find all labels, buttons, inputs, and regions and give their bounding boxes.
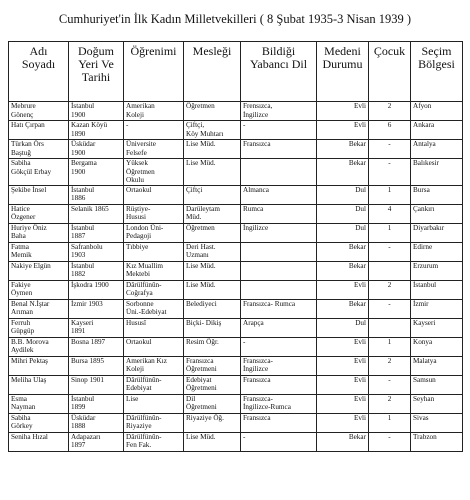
cell-birthplace-date: İstanbul 1900 — [69, 102, 124, 121]
cell-profession: Darüleytam Müd. — [184, 204, 241, 223]
cell-education: Ortaokul — [124, 185, 184, 204]
cell-election-district: Konya — [411, 337, 463, 356]
cell-children: 2 — [369, 102, 411, 121]
cell-election-district: Samsun — [411, 375, 463, 394]
cell-marital-status: Evli — [317, 102, 369, 121]
cell-marital-status: Evli — [317, 356, 369, 375]
cell-profession: Öğretmen — [184, 102, 241, 121]
cell-marital-status: Bekar — [317, 432, 369, 451]
cell-election-district: Kayseri — [411, 318, 463, 337]
cell-marital-status: Bekar — [317, 299, 369, 318]
cell-marital-status: Evli — [317, 375, 369, 394]
header-children: Çocuk — [369, 42, 411, 102]
cell-birthplace-date: Kayseri 1891 — [69, 318, 124, 337]
cell-birthplace-date: İstanbul 1887 — [69, 223, 124, 242]
cell-children: 1 — [369, 337, 411, 356]
cell-education: Lise — [124, 394, 184, 413]
table-row — [9, 432, 463, 451]
cell-children: - — [369, 159, 411, 186]
cell-election-district: Erzurum — [411, 261, 463, 280]
cell-profession: Lise Müd. — [184, 159, 241, 186]
cell-education: Ortaokul — [124, 337, 184, 356]
deputies-table — [8, 41, 463, 452]
table-row — [9, 356, 463, 375]
cell-children: - — [369, 242, 411, 261]
cell-name: Mebrure Gönenç — [9, 102, 69, 121]
cell-birthplace-date: İşkodra 1900 — [69, 280, 124, 299]
cell-children — [369, 318, 411, 337]
cell-education: Üniversite Felsefe — [124, 140, 184, 159]
cell-education: Dârülfünûn- Edebiyat — [124, 375, 184, 394]
cell-education: Dârülfünûn- Fen Fak. — [124, 432, 184, 451]
table-row — [9, 394, 463, 413]
cell-birthplace-date: İstanbul 1882 — [69, 261, 124, 280]
table-row — [9, 413, 463, 432]
cell-foreign-language: Fransızca — [241, 140, 317, 159]
cell-name: Esma Nayman — [9, 394, 69, 413]
page-title: Cumhuriyet'in İlk Kadın Milletvekilleri ( 8 Şubat 1935-3 Nisan 1939 ) — [58, 12, 412, 26]
table-row — [9, 261, 463, 280]
header-birthplace-date: Doğum Yeri Ve Tarihi — [69, 42, 124, 102]
cell-election-district: Diyarbakır — [411, 223, 463, 242]
cell-profession: Lise Müd. — [184, 432, 241, 451]
cell-foreign-language: Almanca — [241, 185, 317, 204]
cell-election-district: İzmir — [411, 299, 463, 318]
cell-marital-status: Bekar — [317, 159, 369, 186]
cell-name: Sabiha Görkey — [9, 413, 69, 432]
cell-profession: Çiftçi — [184, 185, 241, 204]
header-foreign-language: Bildiği Yabancı Dil — [241, 42, 317, 102]
header-name: Adı Soyadı — [9, 42, 69, 102]
cell-name: Huriye Öniz Baha — [9, 223, 69, 242]
cell-foreign-language — [241, 242, 317, 261]
cell-name: Meliha Ulaş — [9, 375, 69, 394]
cell-education: Dârülfünûn- Coğrafya — [124, 280, 184, 299]
cell-profession: Fransızca Öğretmeni — [184, 356, 241, 375]
cell-marital-status: Dul — [317, 185, 369, 204]
header-election-district: Seçim Bölgesi — [411, 42, 463, 102]
cell-education: - — [124, 121, 184, 140]
cell-profession: Öğretmen — [184, 223, 241, 242]
cell-education: Sorbonne Üni.-Edebiyat — [124, 299, 184, 318]
table-header-row — [9, 42, 463, 102]
cell-foreign-language: - — [241, 432, 317, 451]
cell-foreign-language: - — [241, 337, 317, 356]
cell-birthplace-date: Selanik 1865 — [69, 204, 124, 223]
cell-election-district: Trabzon — [411, 432, 463, 451]
cell-foreign-language: Fransızca — [241, 375, 317, 394]
cell-foreign-language — [241, 159, 317, 186]
cell-birthplace-date: Sinop 1901 — [69, 375, 124, 394]
cell-election-district: Balıkesir — [411, 159, 463, 186]
cell-children: 2 — [369, 394, 411, 413]
cell-foreign-language: Fransızca- Rumca — [241, 299, 317, 318]
table-row — [9, 375, 463, 394]
cell-profession: Edebiyat Öğretmeni — [184, 375, 241, 394]
cell-education: Hususî — [124, 318, 184, 337]
cell-profession: Lise Müd. — [184, 140, 241, 159]
cell-birthplace-date: Üsküdar 1900 — [69, 140, 124, 159]
cell-children: - — [369, 432, 411, 451]
cell-marital-status: Bekar — [317, 261, 369, 280]
table-row — [9, 318, 463, 337]
cell-foreign-language: - — [241, 121, 317, 140]
cell-profession: Lise Müd. — [184, 261, 241, 280]
cell-foreign-language: İngilizce — [241, 223, 317, 242]
header-marital-status: Medeni Durumu — [317, 42, 369, 102]
cell-foreign-language — [241, 261, 317, 280]
cell-children: 1 — [369, 223, 411, 242]
cell-education: Yüksek Öğretmen Okulu — [124, 159, 184, 186]
cell-children: 2 — [369, 280, 411, 299]
cell-foreign-language: Rumca — [241, 204, 317, 223]
cell-name: Seniha Hızal — [9, 432, 69, 451]
cell-marital-status: Bekar — [317, 242, 369, 261]
cell-name: Fatma Memik — [9, 242, 69, 261]
cell-election-district: Çankırı — [411, 204, 463, 223]
cell-marital-status: Evli — [317, 121, 369, 140]
cell-name: Benal N.İştar Arıman — [9, 299, 69, 318]
cell-election-district: Bursa — [411, 185, 463, 204]
cell-election-district: Edirne — [411, 242, 463, 261]
cell-foreign-language: Arapça — [241, 318, 317, 337]
cell-birthplace-date: Bergama 1900 — [69, 159, 124, 186]
table-row — [9, 337, 463, 356]
cell-education: Kız Muallim Mektebi — [124, 261, 184, 280]
cell-education: Tıbbiye — [124, 242, 184, 261]
cell-birthplace-date: Üsküdar 1888 — [69, 413, 124, 432]
cell-profession: Resim Öğr. — [184, 337, 241, 356]
cell-name: Nakiye Elgün — [9, 261, 69, 280]
cell-birthplace-date: Bosna 1897 — [69, 337, 124, 356]
table-row — [9, 102, 463, 121]
cell-education: London Üni- Pedagoji — [124, 223, 184, 242]
table-row — [9, 140, 463, 159]
cell-birthplace-date: Kazan Köyü 1890 — [69, 121, 124, 140]
cell-birthplace-date: Bursa 1895 — [69, 356, 124, 375]
cell-profession: Lise Müd. — [184, 280, 241, 299]
cell-education: Amerikan Kız Koleji — [124, 356, 184, 375]
cell-profession: Çiftçi, Köy Muhtarı — [184, 121, 241, 140]
cell-birthplace-date: Adapazarı 1897 — [69, 432, 124, 451]
cell-education: Dârülfünûn- Riyaziye — [124, 413, 184, 432]
cell-marital-status: Bekar — [317, 140, 369, 159]
table-row — [9, 204, 463, 223]
table-row — [9, 185, 463, 204]
cell-foreign-language: Fransızca — [241, 413, 317, 432]
cell-children — [369, 261, 411, 280]
header-profession: Mesleği — [184, 42, 241, 102]
cell-education: Amerikan Koleji — [124, 102, 184, 121]
cell-children: 1 — [369, 185, 411, 204]
cell-children: 2 — [369, 356, 411, 375]
cell-profession: Biçki- Dikiş — [184, 318, 241, 337]
cell-marital-status: Evli — [317, 280, 369, 299]
table-row — [9, 280, 463, 299]
cell-children: 4 — [369, 204, 411, 223]
cell-name: Ferruh Güpgüp — [9, 318, 69, 337]
cell-profession: Dil Öğretmeni — [184, 394, 241, 413]
cell-marital-status: Evli — [317, 413, 369, 432]
cell-marital-status: Evli — [317, 337, 369, 356]
table-row — [9, 223, 463, 242]
cell-birthplace-date: İzmir 1903 — [69, 299, 124, 318]
cell-election-district: Seyhan — [411, 394, 463, 413]
cell-name: Hatı Çırpan — [9, 121, 69, 140]
header-education: Öğrenimi — [124, 42, 184, 102]
cell-name: Hatice Özgener — [9, 204, 69, 223]
cell-marital-status: Dul — [317, 204, 369, 223]
table-row — [9, 159, 463, 186]
cell-education: Rüştiye- Hususi — [124, 204, 184, 223]
cell-name: Mihri Pektaş — [9, 356, 69, 375]
cell-name: Fakiye Öymen — [9, 280, 69, 299]
cell-profession: Deri Hast. Uzmanı — [184, 242, 241, 261]
cell-foreign-language: Fransızca- İngilizce-Rumca — [241, 394, 317, 413]
cell-marital-status: Evli — [317, 394, 369, 413]
cell-name: Sabiha Gökçül Erbay — [9, 159, 69, 186]
cell-name: Türkan Örs Baştuğ — [9, 140, 69, 159]
cell-foreign-language: Fransızca- İngilizce — [241, 356, 317, 375]
cell-election-district: Afyon — [411, 102, 463, 121]
cell-children: 6 — [369, 121, 411, 140]
cell-children: - — [369, 299, 411, 318]
cell-birthplace-date: İstanbul 1886 — [69, 185, 124, 204]
cell-foreign-language — [241, 280, 317, 299]
cell-election-district: Malatya — [411, 356, 463, 375]
cell-children: - — [369, 375, 411, 394]
table-row — [9, 242, 463, 261]
table-row — [9, 299, 463, 318]
cell-election-district: Antalya — [411, 140, 463, 159]
cell-election-district: Sivas — [411, 413, 463, 432]
cell-birthplace-date: İstanbul 1899 — [69, 394, 124, 413]
cell-children: - — [369, 140, 411, 159]
cell-children: 1 — [369, 413, 411, 432]
cell-profession: Belediyeci — [184, 299, 241, 318]
table-row — [9, 121, 463, 140]
cell-election-district: İstanbul — [411, 280, 463, 299]
cell-election-district: Ankara — [411, 121, 463, 140]
cell-marital-status: Dul — [317, 318, 369, 337]
cell-profession: Riyaziye Öğ. — [184, 413, 241, 432]
cell-birthplace-date: Safranbolu 1903 — [69, 242, 124, 261]
cell-name: Şekibe İnsel — [9, 185, 69, 204]
cell-foreign-language: Frensızca, İngilizce — [241, 102, 317, 121]
cell-name: B.B. Morova Aydilek — [9, 337, 69, 356]
cell-marital-status: Dul — [317, 223, 369, 242]
